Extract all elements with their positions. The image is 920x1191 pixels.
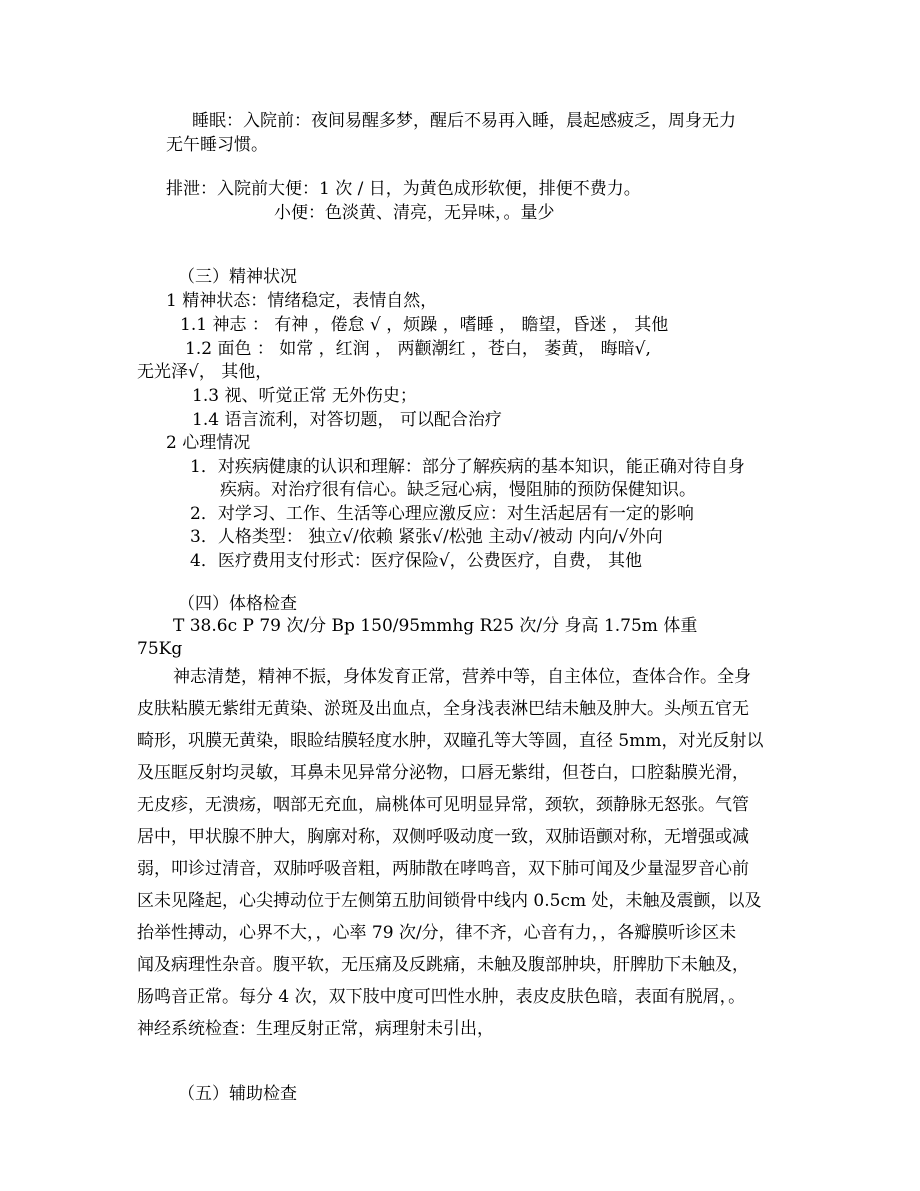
section-heading-mental: （三）精神状况 — [178, 267, 297, 287]
excretion-stool: 排泄：入院前大便：1 次 / 日，为黄色成形软便，排便不费力。 — [166, 179, 641, 199]
psych-item-2: 2．对学习、工作、生活等心理应激反应：对生活起居有一定的影响 — [190, 504, 694, 524]
exam-vitals-line-2: 75Kg — [137, 639, 183, 659]
mental-state: 1 精神状态：情绪稳定，表情自然， — [166, 291, 438, 311]
psych-item-1-line-1: 1．对疾病健康的认识和理解：部分了解疾病的基本知识，能正确对待自身 — [190, 457, 745, 477]
psych-item-4: 4．医疗费用支付形式：医疗保险√，公费医疗，自费， 其他 — [190, 551, 643, 571]
exam-paragraph-line: 无皮疹，无溃疡，咽部无充血，扁桃体可见明显异常，颈软，颈静脉无怒张。气管 — [137, 795, 749, 815]
mental-senses: 1.3 视、听觉正常 无外伤史； — [192, 386, 417, 406]
exam-paragraph-line: 肠鸣音正常。每分 4 次，双下肢中度可凹性水肿，表皮皮肤色暗，表面有脱屑，。 — [137, 987, 746, 1007]
exam-paragraph-line: 及压眶反射均灵敏，耳鼻未见异常分泌物，口唇无紫绀，但苍白，口腔黏膜光滑， — [137, 763, 749, 783]
exam-paragraph-line: 弱，叩诊过清音，双肺呼吸音粗，两肺散在哮鸣音，双下肺可闻及少量湿罗音心前 — [137, 859, 749, 879]
exam-paragraph-line: 神志清楚，精神不振，身体发育正常，营养中等，自主体位，查体合作。全身 — [173, 667, 751, 687]
section-heading-aux: （五）辅助检查 — [178, 1084, 297, 1104]
exam-vitals-line-1: T 38.6c P 79 次/分 Bp 150/95mmhg R25 次/分 身高 1.75m 体重 — [173, 616, 698, 636]
mental-complexion-line-1: 1.2 面色 ： 如常 ，红润 ， 两颧潮红 ，苍白， 萎黄， 晦暗√, — [185, 339, 651, 359]
section-heading-psych: 2 心理情况 — [166, 433, 251, 453]
exam-paragraph-line: 闻及病理性杂音。腹平软，无压痛及反跳痛，未触及腹部肿块，肝脾肋下未触及， — [137, 955, 749, 975]
exam-paragraph-line: 居中，甲状腺不肿大，胸廓对称，双侧呼吸动度一致，双肺语颤对称，无增强或减 — [137, 827, 749, 847]
exam-paragraph-line: 皮肤粘膜无紫绀无黄染、淤斑及出血点，全身浅表淋巴结未触及肿大。头颅五官无 — [137, 699, 749, 719]
exam-paragraph-line: 抬举性搏动，心界不大，，心率 79 次/分，律不齐，心音有力，，各瓣膜听诊区未 — [137, 923, 737, 943]
mental-complexion-line-2: 无光泽√， 其他， — [137, 362, 273, 382]
section-heading-exam: （四）体格检查 — [178, 594, 297, 614]
sleep-line-2: 无午睡习惯。 — [166, 135, 268, 155]
exam-paragraph-line: 畸形，巩膜无黄染，眼睑结膜轻度水肿，双瞳孔等大等圆，直径 5mm，对光反射以 — [137, 731, 764, 751]
sleep-line-1: 睡眠：入院前：夜间易醒多梦，醒后不易再入睡，晨起感疲乏，周身无力 — [192, 111, 736, 131]
exam-paragraph-line: 区未见隆起，心尖搏动位于左侧第五肋间锁骨中线内 0.5cm 处，未触及震颤，以及 — [137, 891, 762, 911]
mental-speech: 1.4 语言流利，对答切题， 可以配合治疗 — [192, 410, 502, 430]
excretion-urine: 小便：色淡黄、清亮，无异味，。量少 — [274, 203, 555, 223]
exam-paragraph-line: 神经系统检查：生理反射正常，病理射未引出， — [137, 1019, 494, 1039]
mental-consciousness: 1.1 神志 ： 有神 ，倦怠 √ ，烦躁 ，嗜睡 ， 瞻望，昏迷 ， 其他 — [180, 315, 669, 335]
psych-item-3: 3．人格类型： 独立√/依赖 紧张√/松弛 主动√/被动 内向/√外向 — [190, 527, 663, 547]
psych-item-1-line-2: 疾病。对治疗很有信心。缺乏冠心病，慢阻肺的预防保健知识。 — [220, 480, 696, 500]
